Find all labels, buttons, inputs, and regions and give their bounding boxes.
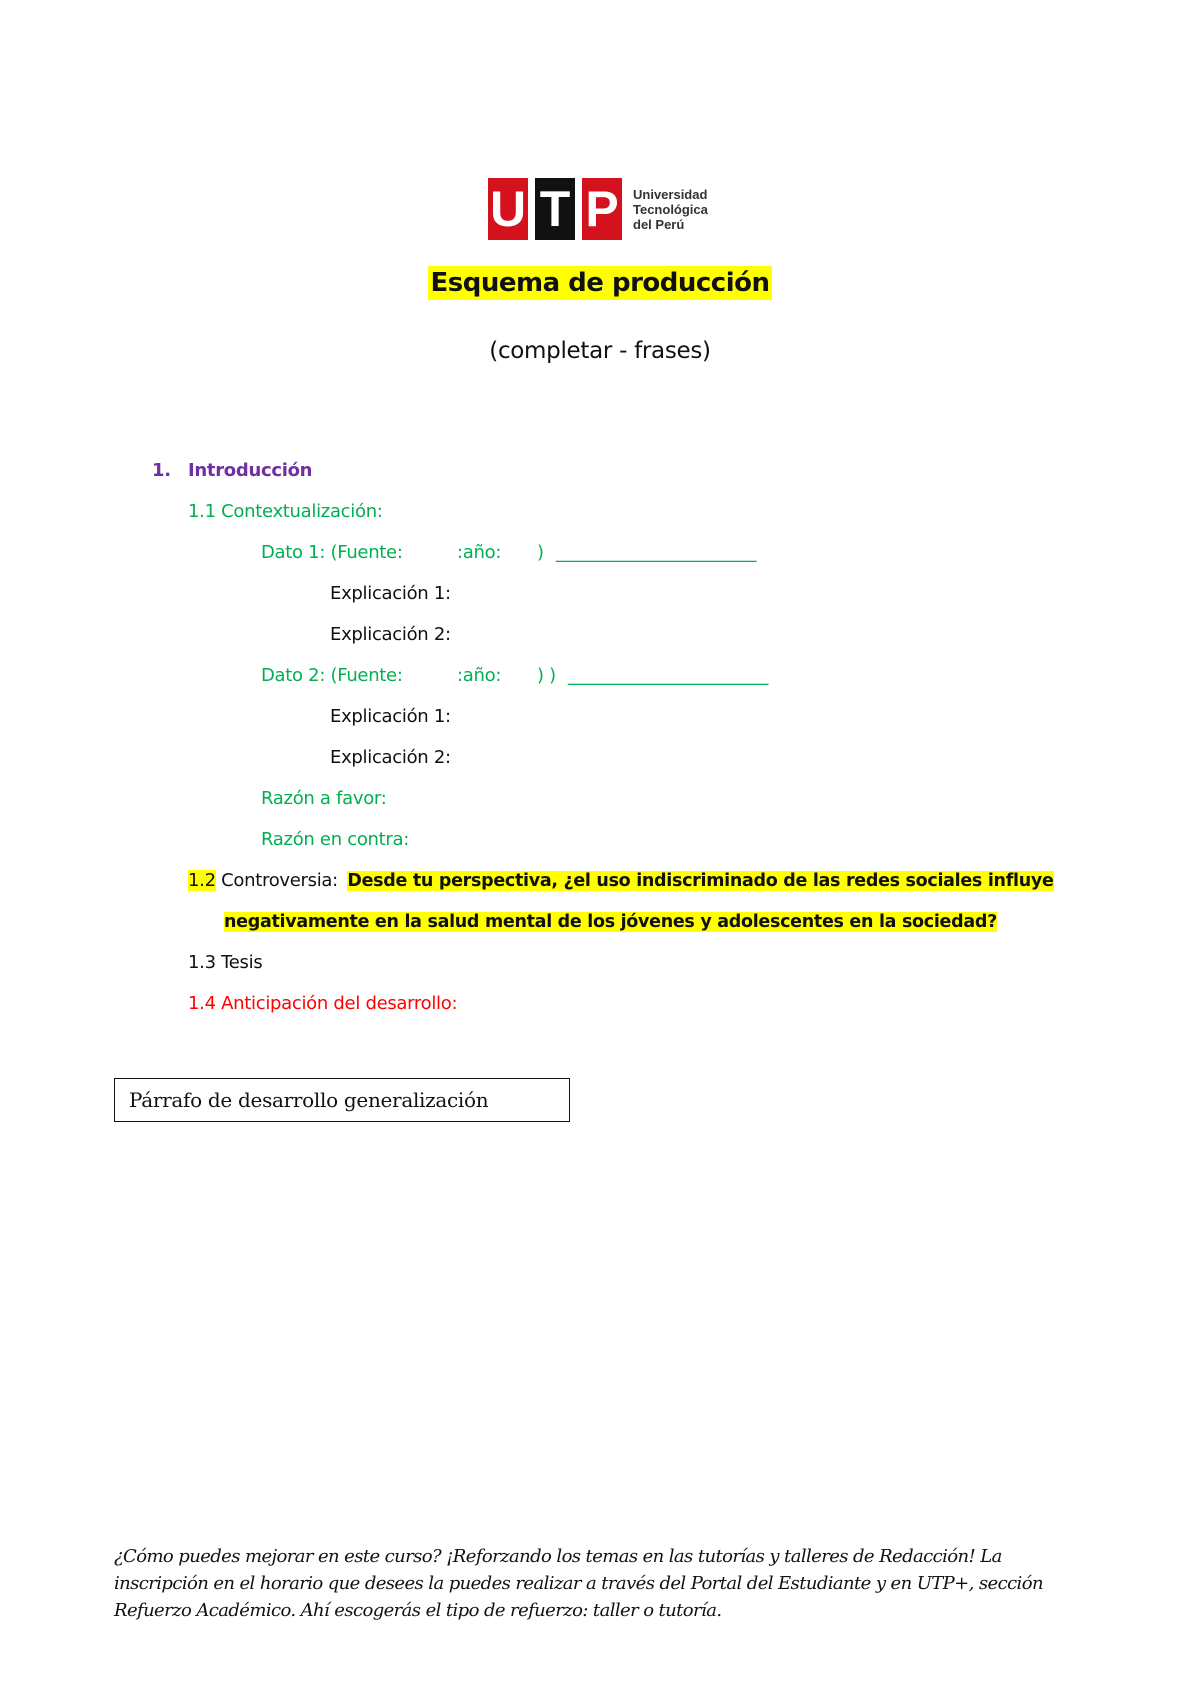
development-paragraph-title: Párrafo de desarrollo generalización [129, 1088, 489, 1112]
utp-logo-letters [488, 178, 629, 240]
controversia-number: 1.2 [188, 870, 216, 891]
page-subtitle: (completar - frases) [489, 338, 711, 364]
razon-a-favor: Razón a favor: [261, 788, 387, 809]
controversia-question-line2: negativamente en la salud mental de los jóvenes y adolescentes en la sociedad? [224, 912, 997, 932]
dato1-explicacion2: Explicación 2: [330, 624, 451, 645]
section-number: 1. [152, 460, 171, 481]
logo-text-line: del Perú [633, 216, 685, 232]
controversia-row [188, 870, 1054, 891]
footer-line: ¿Cómo puedes mejorar en este curso? ¡Reforzando los temas en las tutorías y talleres de Redacción! La [114, 1546, 1002, 1567]
dato2-blank: _______________________ [568, 665, 769, 686]
dato2-anio: :año: [457, 665, 502, 686]
dato1-blank: _______________________ [556, 542, 757, 563]
logo-text-line: Universidad [633, 186, 708, 202]
section-heading: Introducción [188, 460, 313, 481]
utp-logo [488, 178, 708, 240]
logo-university-name [633, 187, 708, 232]
controversia-question-line1: Desde tu perspectiva, ¿el uso indiscriminado de las redes sociales influye [347, 871, 1054, 891]
dato2-label: Dato 2: (Fuente: [261, 665, 403, 686]
footer-note [114, 1543, 1072, 1624]
anticipacion-label: 1.4 Anticipación del desarrollo: [188, 993, 458, 1014]
controversia-row-2 [224, 911, 997, 932]
controversia-label: Controversia: [221, 870, 338, 891]
title-row [0, 268, 1200, 298]
page-title: Esquema de producción [430, 268, 770, 298]
dato1-explicacion1: Explicación 1: [330, 583, 451, 604]
razon-en-contra: Razón en contra: [261, 829, 410, 850]
footer-line: inscripción en el horario que desees la puedes realizar a través del Portal del Estudiante y en UTP+, sección [114, 1573, 1043, 1594]
logo-letter-u: U [488, 178, 528, 240]
logo-text-line: Tecnológica [633, 201, 708, 217]
dato1-anio: :año: [457, 542, 502, 563]
dato1-close: ) [537, 542, 544, 563]
development-paragraph-box [114, 1078, 570, 1122]
logo-letter-p: P [582, 178, 622, 240]
contextualizacion-label: 1.1 Contextualización: [188, 501, 383, 522]
dato2-explicacion2: Explicación 2: [330, 747, 451, 768]
dato2-close: ) ) [537, 665, 556, 686]
dato1-label: Dato 1: (Fuente: [261, 542, 403, 563]
subtitle-row [0, 338, 1200, 364]
dato2-explicacion1: Explicación 1: [330, 706, 451, 727]
logo-letter-t: T [535, 178, 575, 240]
tesis-label: 1.3 Tesis [188, 952, 263, 973]
footer-line: Refuerzo Académico. Ahí escogerás el tipo de refuerzo: taller o tutoría. [114, 1600, 722, 1621]
